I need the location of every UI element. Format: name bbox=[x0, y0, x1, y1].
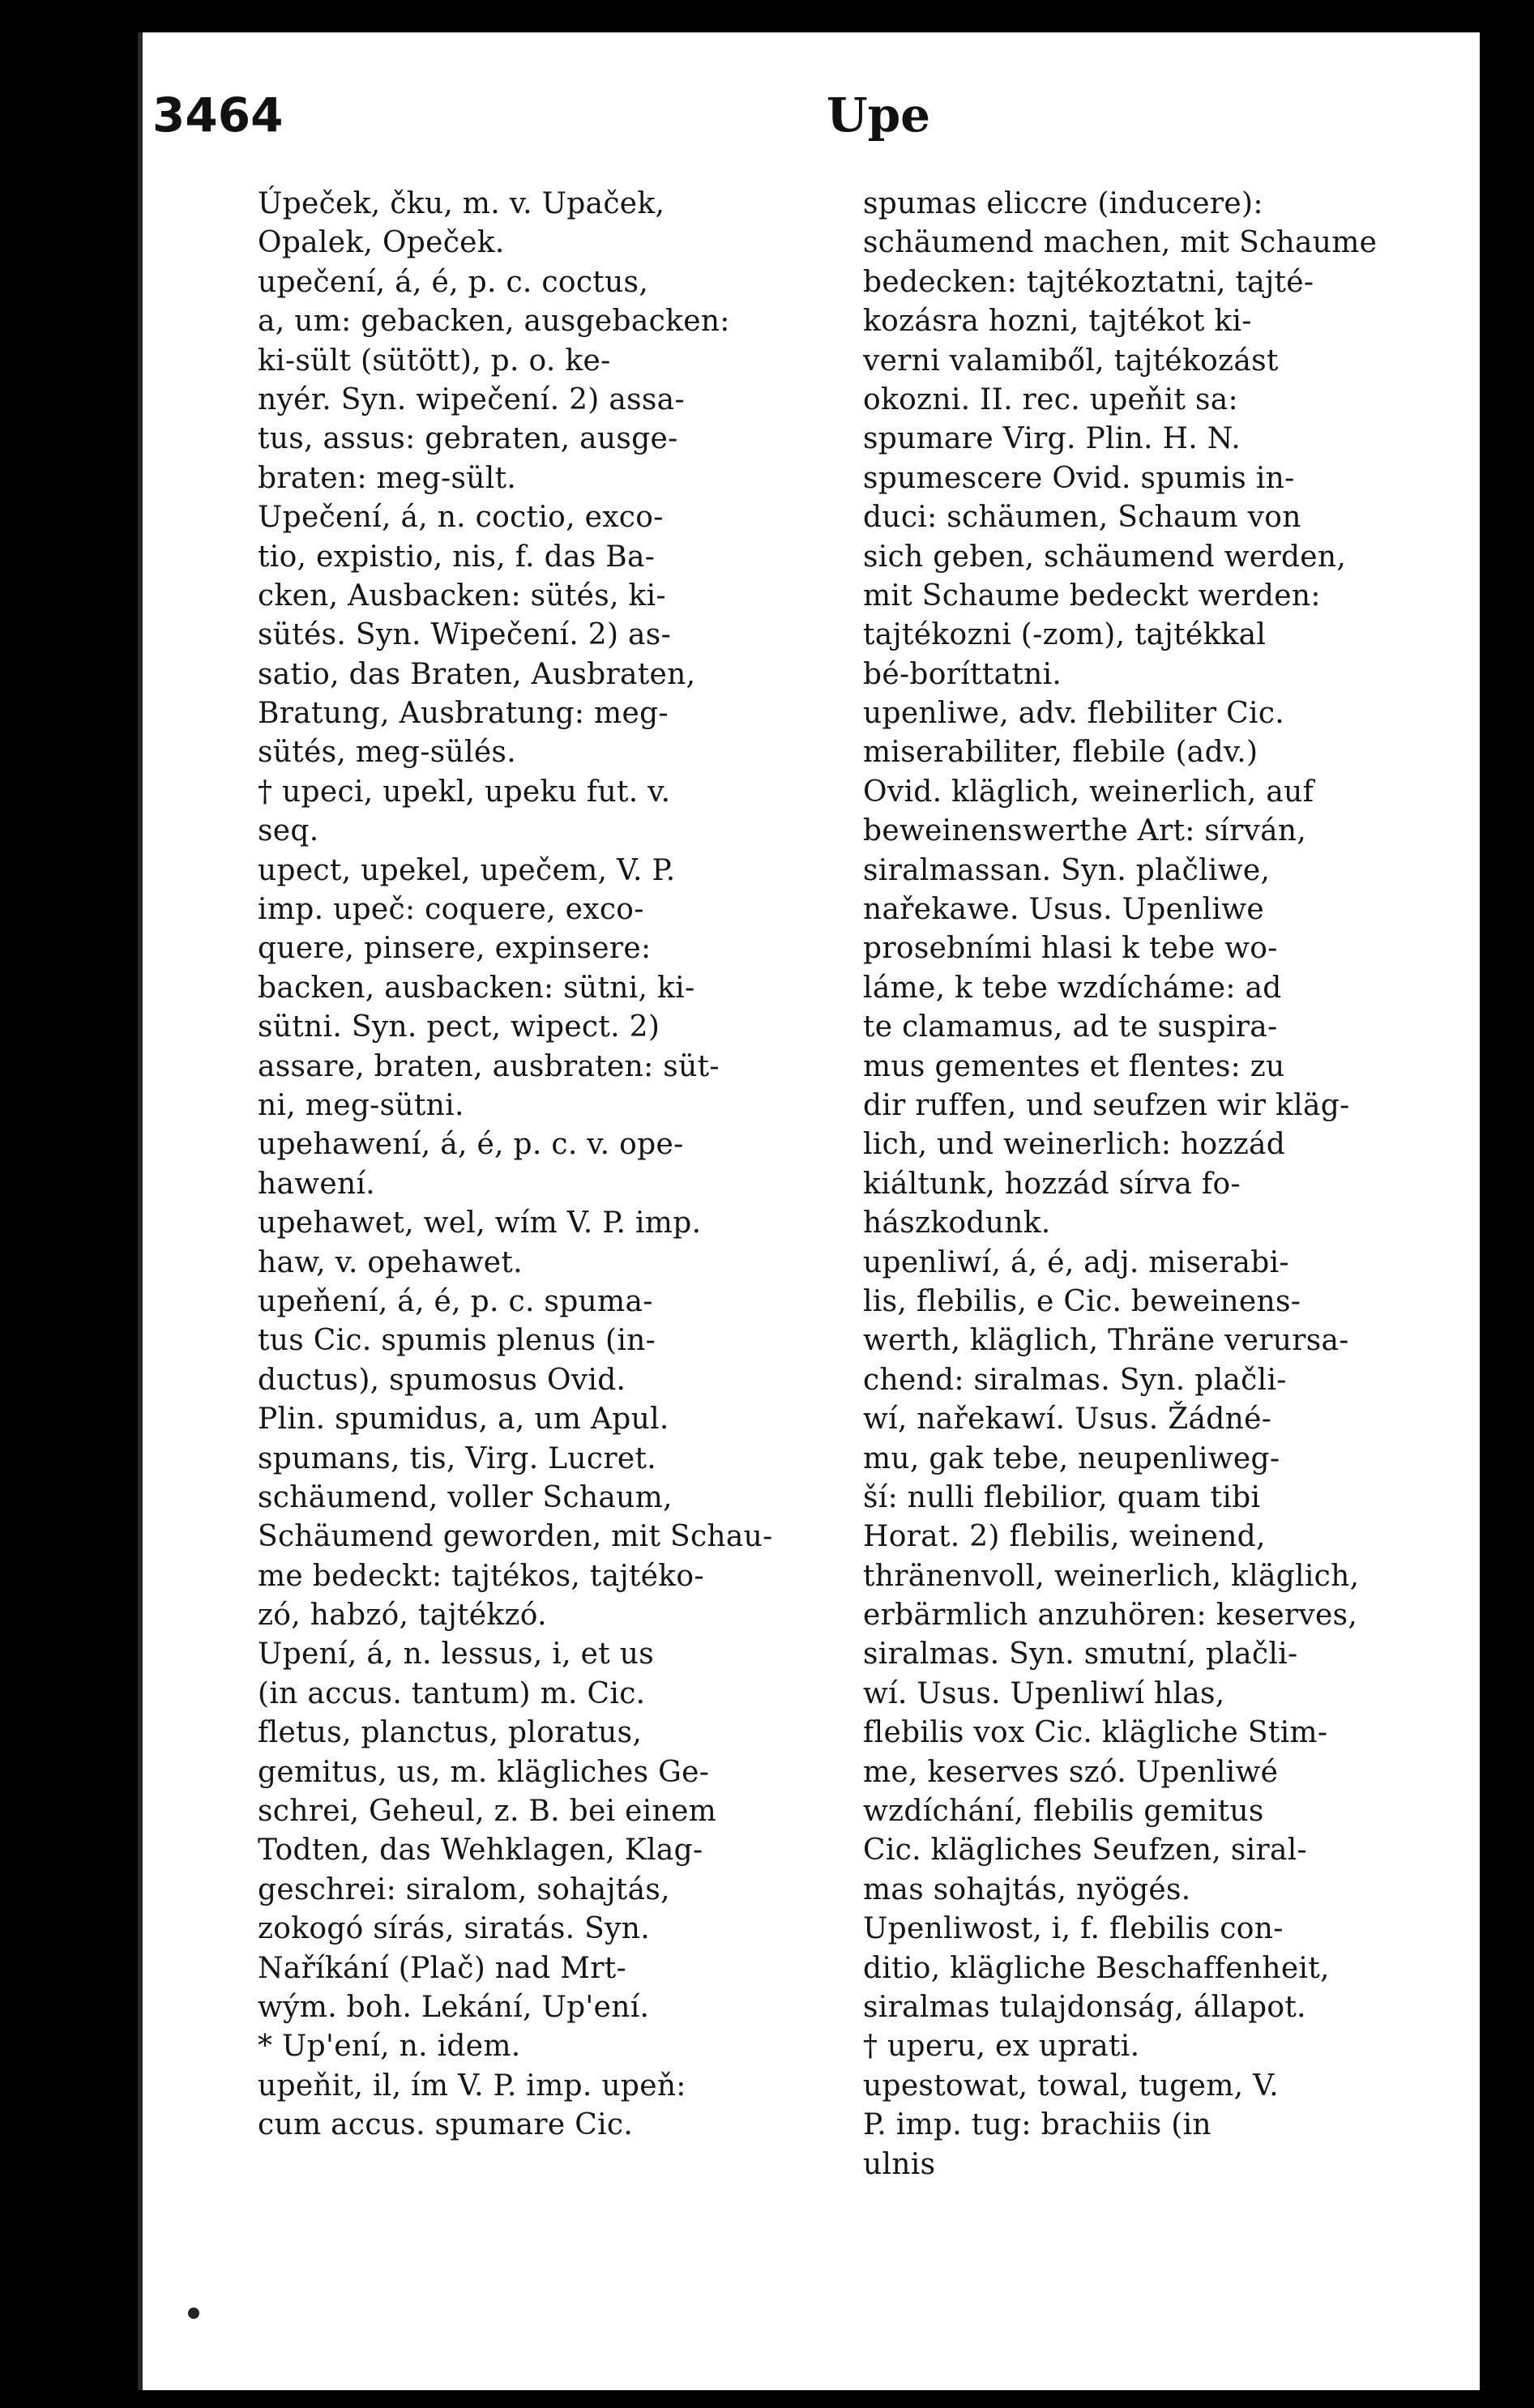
text-line: werth, kläglich, Thräne verursa- bbox=[863, 1324, 1349, 1358]
text-line: siralmas tulajdonság, állapot. bbox=[863, 1990, 1306, 2024]
text-line: tio, expistio, nis, f. das Ba- bbox=[258, 540, 656, 574]
text-line: zó, habzó, tajtékzó. bbox=[258, 1599, 547, 1633]
text-line: Schäumend geworden, mit Schau- bbox=[258, 1520, 773, 1554]
text-line: me, keserves szó. Upenliwé bbox=[863, 1755, 1279, 1789]
text-line: tajtékozni (-zom), tajtékkal bbox=[863, 618, 1267, 652]
text-line: duci: schäumen, Schaum von bbox=[863, 501, 1301, 535]
text-line: fletus, planctus, ploratus, bbox=[258, 1716, 643, 1750]
text-line: imp. upeč: coquere, exco- bbox=[258, 893, 644, 927]
text-line: beweinenswerthe Art: sírván, bbox=[863, 814, 1307, 848]
text-line: nyér. Syn. wipečení. 2) assa- bbox=[258, 382, 685, 416]
text-line: miserabiliter, flebile (adv.) bbox=[863, 736, 1258, 770]
text-line: schäumend machen, mit Schaume bbox=[863, 226, 1378, 260]
text-line: spumescere Ovid. spumis in- bbox=[863, 461, 1295, 495]
text-line: Upečení, á, n. coctio, exco- bbox=[258, 501, 664, 535]
text-line: satio, das Braten, Ausbraten, bbox=[258, 657, 696, 691]
text-line: seq. bbox=[258, 814, 319, 848]
text-line: chend: siralmas. Syn. plačli- bbox=[863, 1363, 1287, 1397]
text-line: upenliwe, adv. flebiliter Cic. bbox=[863, 697, 1285, 731]
text-line: Upení, á, n. lessus, i, et us bbox=[258, 1637, 654, 1672]
text-line: nařekawe. Usus. Upenliwe bbox=[863, 893, 1265, 927]
text-line: Upenliwost, i, f. flebilis con- bbox=[863, 1912, 1284, 1946]
text-line: ductus), spumosus Ovid. bbox=[258, 1363, 626, 1397]
text-line: Bratung, Ausbratung: meg- bbox=[258, 697, 669, 731]
text-line: wí. Usus. Upenliwí hlas, bbox=[863, 1676, 1225, 1710]
text-line: haw, v. opehawet. bbox=[258, 1245, 523, 1279]
text-line: † upeci, upekl, upeku fut. v. bbox=[258, 775, 671, 809]
text-line: quere, pinsere, expinsere: bbox=[258, 932, 652, 966]
text-line: braten: meg-sült. bbox=[258, 461, 517, 495]
text-line: verni valamiből, tajtékozást bbox=[863, 344, 1279, 378]
text-line: wí, nařekawí. Usus. Žádné- bbox=[863, 1403, 1272, 1437]
running-head: Upe bbox=[827, 88, 931, 143]
text-line: wým. boh. Lekání, Up'ení. bbox=[258, 1990, 650, 2024]
page-number: 3464 bbox=[152, 88, 284, 143]
text-line: thränenvoll, weinerlich, kläglich, bbox=[863, 1559, 1360, 1593]
text-line: assare, braten, ausbraten: süt- bbox=[258, 1049, 720, 1083]
text-line: me bedeckt: tajtékos, tajtéko- bbox=[258, 1559, 704, 1593]
text-line: schrei, Geheul, z. B. bei einem bbox=[258, 1795, 717, 1829]
text-line: geschrei: siralom, sohajtás, bbox=[258, 1872, 670, 1906]
text-line: te clamamus, ad te suspira- bbox=[863, 1010, 1278, 1044]
text-line: spumas eliccre (inducere): bbox=[863, 187, 1263, 220]
text-line: tus, assus: gebraten, ausge- bbox=[258, 422, 678, 456]
text-line: sütés, meg-sülés. bbox=[258, 736, 516, 770]
text-line: a, um: gebacken, ausgebacken: bbox=[258, 305, 730, 339]
text-line: sütés. Syn. Wipečení. 2) as- bbox=[258, 618, 672, 652]
text-line: kozásra hozni, tajtékot ki- bbox=[863, 305, 1252, 339]
text-line: zokogó sírás, siratás. Syn. bbox=[258, 1912, 650, 1946]
text-line: upect, upekel, upečem, V. P. bbox=[258, 853, 676, 887]
text-line: lich, und weinerlich: hozzád bbox=[863, 1128, 1286, 1162]
text-line: * Up'ení, n. idem. bbox=[258, 2030, 521, 2064]
text-line: Cic. klägliches Seufzen, siral- bbox=[863, 1834, 1307, 1868]
text-line: ulnis bbox=[863, 2147, 936, 2181]
text-line: spumare Virg. Plin. H. N. bbox=[863, 422, 1241, 456]
text-line: lis, flebilis, e Cic. beweinens- bbox=[863, 1284, 1301, 1318]
text-line: upenliwí, á, é, adj. miserabi- bbox=[863, 1245, 1289, 1279]
text-line: gemitus, us, m. klägliches Ge- bbox=[258, 1755, 710, 1789]
text-line: flebilis vox Cic. klägliche Stim- bbox=[863, 1716, 1328, 1750]
text-line: mus gementes et flentes: zu bbox=[863, 1049, 1285, 1083]
text-line: P. imp. tug: brachiis (in bbox=[863, 2108, 1211, 2142]
text-line: ší: nulli flebilior, quam tibi bbox=[863, 1480, 1261, 1514]
text-line: ni, meg-sütni. bbox=[258, 1088, 464, 1122]
text-line: mu, gak tebe, neupenliweg- bbox=[863, 1441, 1280, 1475]
text-line: ki-sült (sütött), p. o. ke- bbox=[258, 344, 611, 378]
margin-speck bbox=[188, 2308, 199, 2319]
page-header bbox=[146, 73, 1410, 154]
text-line: upečení, á, é, p. c. coctus, bbox=[258, 265, 649, 299]
text-line: sich geben, schäumend werden, bbox=[863, 540, 1347, 574]
text-line: dir ruffen, und seufzen wir kläg- bbox=[863, 1088, 1350, 1122]
text-line: upeňení, á, é, p. c. spuma- bbox=[258, 1284, 653, 1318]
text-line: upeňit, il, ím V. P. imp. upeň: bbox=[258, 2069, 686, 2103]
text-line: bedecken: tajtékoztatni, tajté- bbox=[863, 265, 1314, 299]
text-line: Ovid. kläglich, weinerlich, auf bbox=[863, 775, 1314, 809]
text-line: prosebními hlasi k tebe wo- bbox=[863, 932, 1278, 966]
right-column bbox=[863, 185, 1446, 2184]
text-line: siralmas. Syn. smutní, plačli- bbox=[863, 1637, 1298, 1672]
text-line: cum accus. spumare Cic. bbox=[258, 2108, 634, 2142]
left-column bbox=[258, 185, 841, 2145]
text-line: Horat. 2) flebilis, weinend, bbox=[863, 1520, 1266, 1554]
text-line: Todten, das Wehklagen, Klag- bbox=[258, 1834, 703, 1868]
text-line: kiáltunk, hozzád sírva fo- bbox=[863, 1167, 1241, 1201]
text-line: hászkodunk. bbox=[863, 1206, 1051, 1240]
text-line: tus Cic. spumis plenus (in- bbox=[258, 1324, 656, 1358]
text-line: Naříkání (Plač) nad Mrt- bbox=[258, 1951, 627, 1985]
text-line: Opalek, Opeček. bbox=[258, 226, 505, 260]
text-line: okozni. II. rec. upeňit sa: bbox=[863, 382, 1238, 416]
text-line: backen, ausbacken: sütni, ki- bbox=[258, 971, 695, 1005]
text-line: † uperu, ex uprati. bbox=[863, 2030, 1140, 2064]
text-line: láme, k tebe wzdícháme: ad bbox=[863, 971, 1282, 1005]
text-line: schäumend, voller Schaum, bbox=[258, 1480, 673, 1514]
text-line: hawení. bbox=[258, 1167, 376, 1201]
text-line: upehawet, wel, wím V. P. imp. bbox=[258, 1206, 702, 1240]
text-line: mas sohajtás, nyögés. bbox=[863, 1872, 1191, 1906]
text-line: siralmassan. Syn. plačliwe, bbox=[863, 853, 1271, 887]
text-line: mit Schaume bedeckt werden: bbox=[863, 579, 1321, 613]
text-line: ditio, klägliche Beschaffenheit, bbox=[863, 1951, 1330, 1985]
text-line: erbärmlich anzuhören: keserves, bbox=[863, 1599, 1358, 1633]
text-line: upestowat, towal, tugem, V. bbox=[863, 2069, 1279, 2103]
text-line: Úpeček, čku, m. v. Upaček, bbox=[258, 187, 665, 220]
text-line: upehawení, á, é, p. c. v. ope- bbox=[258, 1128, 684, 1162]
text-line: Plin. spumidus, a, um Apul. bbox=[258, 1403, 669, 1437]
text-line: wzdíchání, flebilis gemitus bbox=[863, 1795, 1264, 1829]
text-line: sütni. Syn. pect, wipect. 2) bbox=[258, 1010, 660, 1044]
text-line: spumans, tis, Virg. Lucret. bbox=[258, 1441, 656, 1475]
text-line: (in accus. tantum) m. Cic. bbox=[258, 1676, 646, 1710]
text-line: cken, Ausbacken: sütés, ki- bbox=[258, 579, 666, 613]
text-line: bé-boríttatni. bbox=[863, 657, 1062, 691]
